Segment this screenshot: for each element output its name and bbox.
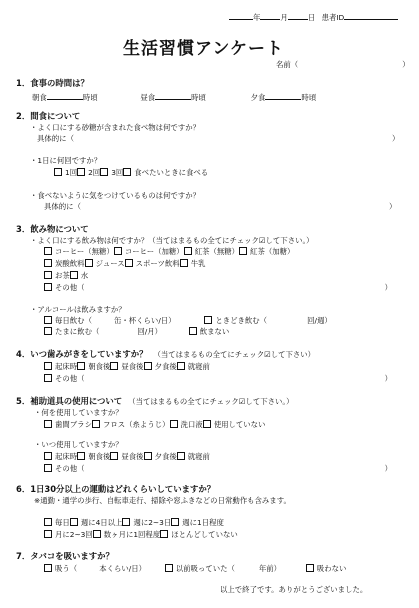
checkbox[interactable] xyxy=(239,247,247,255)
q2-c-question: ・食べないように気をつけているものは何ですか？ xyxy=(30,191,200,200)
q4-options: 起床時 朝食後 昼食後 夕食後 就寝前 xyxy=(44,362,210,371)
q3-drinks-row-1: コーヒー（無糖） コーヒー（加糖） 紅茶（無糖） 紅茶（加糖） xyxy=(44,247,294,256)
header-date-id: 年 月 日 患者ID xyxy=(229,11,398,22)
day-blank[interactable] xyxy=(288,11,308,20)
checkbox[interactable] xyxy=(44,316,52,324)
checkbox[interactable] xyxy=(114,247,122,255)
checkbox[interactable] xyxy=(204,316,212,324)
q5-times: 起床時 朝食後 昼食後 夕食後 就寝前 xyxy=(44,452,210,461)
checkbox[interactable] xyxy=(184,247,192,255)
checkbox[interactable] xyxy=(110,362,118,370)
q2-b-options: 1回 2回 3回 食べたいときに食べる xyxy=(54,168,208,177)
checkbox[interactable] xyxy=(189,327,197,335)
checkbox[interactable] xyxy=(44,518,52,526)
breakfast-time-blank[interactable] xyxy=(47,91,83,100)
checkbox[interactable] xyxy=(160,530,168,538)
name-field[interactable]: 名前（ ） xyxy=(276,60,410,69)
checkbox[interactable] xyxy=(54,168,62,176)
q2-c-detail[interactable]: 具体的に（ ） xyxy=(44,202,397,211)
q6-row-1: 毎日 週に4日以上 週に2~3日 週に1日程度 xyxy=(44,518,224,527)
checkbox[interactable] xyxy=(144,452,152,460)
checkbox[interactable] xyxy=(77,452,85,460)
q3-title: 3．飲み物について xyxy=(16,224,89,234)
q2-a-question: ・よく口にする砂糖が含まれた食べ物は何ですか？ xyxy=(30,123,200,132)
q4-title: 4．いつ歯みがきをしていますか？ （当てはまるもの全てにチェック☑して下さい） xyxy=(16,349,316,359)
dinner-time-blank[interactable] xyxy=(265,91,301,100)
q6-note: ※通勤・通学の歩行、自転車走行、掃除や窓ふきなどの日常動作も含みます。 xyxy=(34,496,291,505)
checkbox[interactable] xyxy=(306,564,314,572)
q2-b-question: ・1日に何回ですか？ xyxy=(30,156,102,165)
checkbox[interactable] xyxy=(100,168,108,176)
q3-alcohol-row-1: 毎日飲む（ 缶・杯くらい/日） ときどき飲む（ 回/週） xyxy=(44,316,332,325)
q6-title: 6．1日30分以上の運動はどれくらいしていますか？ xyxy=(16,484,216,494)
checkbox[interactable] xyxy=(180,259,188,267)
checkbox[interactable] xyxy=(122,518,130,526)
checkbox[interactable] xyxy=(70,271,78,279)
q2-title: 2．間食について xyxy=(16,111,81,121)
checkbox[interactable] xyxy=(70,518,78,526)
checkbox[interactable] xyxy=(110,452,118,460)
q6-row-2: 月に2~3回 数ヶ月に1回程度 ほとんどしていない xyxy=(44,530,238,539)
q3-b-question: ・アルコールは飲みますか？ xyxy=(30,305,126,314)
checkbox[interactable] xyxy=(77,168,85,176)
checkbox[interactable] xyxy=(170,420,178,428)
checkbox[interactable] xyxy=(203,420,211,428)
checkbox[interactable] xyxy=(44,327,52,335)
year-blank[interactable] xyxy=(229,11,253,20)
checkbox[interactable] xyxy=(44,247,52,255)
q4-other: その他（ ） xyxy=(44,374,392,383)
q5-title: 5．補助道具の使用について （当てはまるもの全てにチェック☑して下さい。） xyxy=(16,396,294,406)
checkbox[interactable] xyxy=(93,530,101,538)
q3-drinks-other: その他（ ） xyxy=(44,283,392,292)
q3-drinks-row-2: 炭酸飲料 ジュース スポーツ飲料 牛乳 xyxy=(44,259,205,268)
q7-options: 吸う（ 本くらい/日） 以前吸っていた（ 年前） 吸わない xyxy=(44,564,346,573)
checkbox[interactable] xyxy=(44,464,52,472)
checkbox[interactable] xyxy=(77,362,85,370)
checkbox[interactable] xyxy=(125,259,133,267)
q5-tools: 歯間ブラシ フロス（糸ようじ） 洗口液 使用していない xyxy=(44,420,265,429)
q3-drinks-row-3: お茶 水 xyxy=(44,271,88,280)
checkbox[interactable] xyxy=(44,452,52,460)
checkbox[interactable] xyxy=(44,530,52,538)
checkbox[interactable] xyxy=(44,374,52,382)
lunch-time-blank[interactable] xyxy=(155,91,191,100)
checkbox[interactable] xyxy=(177,452,185,460)
checkbox[interactable] xyxy=(44,259,52,267)
q3-alcohol-row-2: たまに飲む（ 回/月） 飲まない xyxy=(44,327,229,336)
checkbox[interactable] xyxy=(123,168,131,176)
q2-a-detail[interactable]: 具体的に（ ） xyxy=(37,134,400,143)
q1-title: 1．食事の時間は？ xyxy=(16,78,89,88)
page-title: 生活習慣アンケート xyxy=(123,39,284,59)
checkbox[interactable] xyxy=(177,362,185,370)
checkbox[interactable] xyxy=(44,271,52,279)
q5-b-question: ・いつ使用していますか？ xyxy=(34,440,123,449)
checkbox[interactable] xyxy=(44,564,52,572)
q1-meal-times: 朝食 時頃 昼食 時頃 夕食 時頃 xyxy=(32,93,317,102)
checkbox[interactable] xyxy=(92,420,100,428)
month-blank[interactable] xyxy=(260,11,280,20)
checkbox[interactable] xyxy=(85,259,93,267)
checkbox[interactable] xyxy=(144,362,152,370)
checkbox[interactable] xyxy=(165,564,173,572)
checkbox[interactable] xyxy=(44,420,52,428)
checkbox[interactable] xyxy=(44,362,52,370)
checkbox[interactable] xyxy=(171,518,179,526)
q5-other: その他（ ） xyxy=(44,464,392,473)
footer-message: 以上で終了です。ありがとうございました。 xyxy=(220,585,368,594)
q7-title: 7．タバコを吸いますか？ xyxy=(16,551,114,561)
checkbox[interactable] xyxy=(44,283,52,291)
q5-a-question: ・何を使用していますか？ xyxy=(34,408,123,417)
q3-a-question: ・よく口にする飲み物は何ですか？（当てはまるもの全てにチェック☑して下さい。） xyxy=(30,236,314,245)
patient-id-blank[interactable] xyxy=(344,11,398,20)
